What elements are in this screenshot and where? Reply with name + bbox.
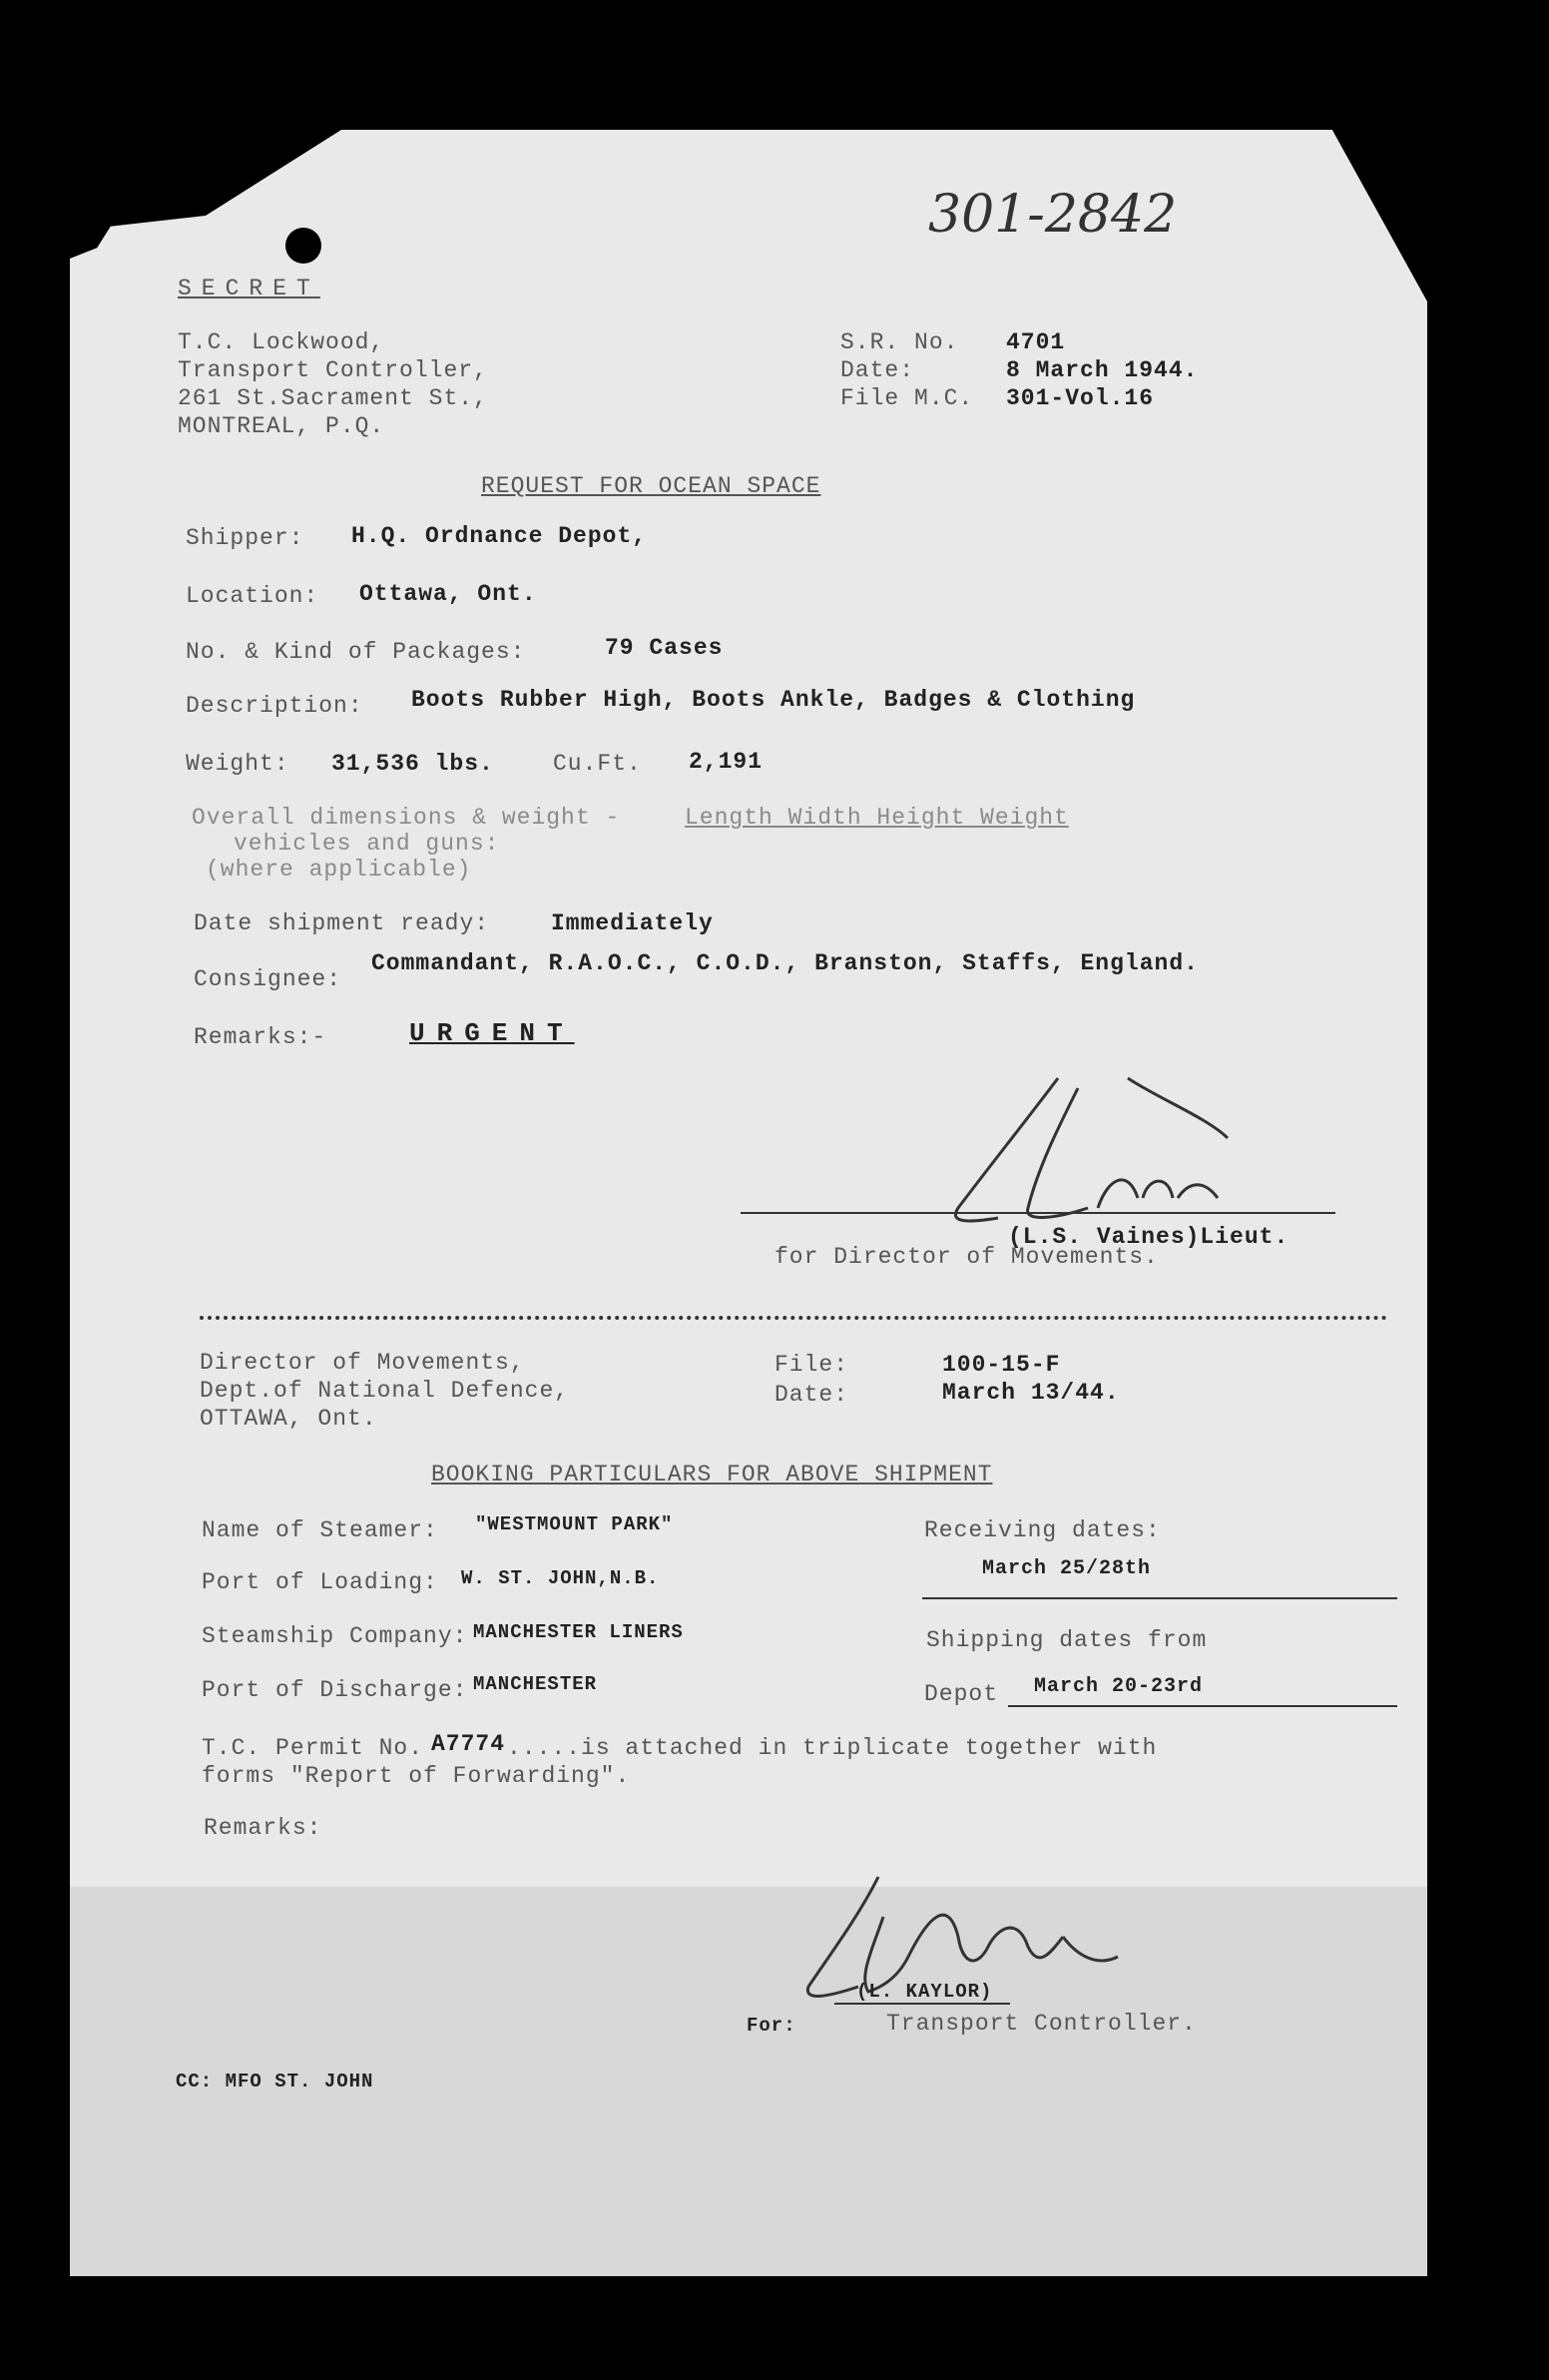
cuft-label: Cu.Ft. (553, 751, 642, 777)
company-label: Steamship Company: (202, 1623, 468, 1649)
packages-label: No. & Kind of Packages: (186, 639, 526, 665)
date2-value: March 13/44. (942, 1380, 1120, 1406)
loading-label: Port of Loading: (202, 1569, 438, 1595)
depot-label: Depot (924, 1681, 999, 1707)
from-line-2: Transport Controller, (178, 357, 488, 383)
handwritten-reference: 301-2842 (928, 185, 1178, 245)
cuft-value: 2,191 (689, 749, 764, 775)
from-line-1: T.C. Lockwood, (178, 329, 385, 355)
remarks-label: Remarks:- (194, 1024, 327, 1050)
remarks-value: URGENT (409, 1018, 575, 1048)
ready-value: Immediately (551, 910, 714, 936)
description-label: Description: (186, 693, 363, 719)
discharge-label: Port of Discharge: (202, 1677, 468, 1703)
from-line-4: MONTREAL, P.Q. (178, 413, 385, 439)
signature-line-2 (834, 2003, 1010, 2005)
loading-value: W. ST. JOHN,N.B. (461, 1567, 660, 1589)
discharge-value: MANCHESTER (473, 1673, 598, 1695)
permit-label: T.C. Permit No. (202, 1735, 424, 1761)
to-line-2: Dept.of National Defence, (200, 1378, 570, 1404)
location-value: Ottawa, Ont. (359, 581, 537, 607)
ready-label: Date shipment ready: (194, 910, 490, 936)
signature-vaines (928, 1058, 1307, 1238)
shipper-value: H.Q. Ordnance Depot, (351, 523, 648, 549)
receiving-line (922, 1597, 1397, 1599)
signer-2: (L. KAYLOR) (856, 1981, 993, 2003)
date2-label: Date: (774, 1382, 849, 1408)
cc-line: CC: MFO ST. JOHN (176, 2071, 374, 2092)
consignee-value: Commandant, R.A.O.C., C.O.D., Branston, Staffs, England. (371, 950, 1199, 976)
date-label: Date: (840, 357, 915, 383)
overall-dimensions-columns: Length Width Height Weight (685, 805, 1069, 831)
to-line-1: Director of Movements, (200, 1350, 525, 1376)
for-director: for Director of Movements. (774, 1244, 1159, 1270)
signer-1: (L.S. Vaines)Lieut. (1008, 1224, 1290, 1250)
permit-text: .....is attached in triplicate together with (507, 1735, 1158, 1761)
sr-no: 4701 (1006, 329, 1066, 355)
shipping-value: March 20-23rd (1034, 1675, 1204, 1698)
signature-line-1 (741, 1212, 1335, 1214)
punch-hole (285, 228, 321, 264)
receiving-label: Receiving dates: (924, 1517, 1161, 1543)
where-applicable-line: (where applicable) (206, 857, 472, 883)
file2-label: File: (774, 1352, 849, 1378)
file-value: 301-Vol.16 (1006, 385, 1155, 411)
to-line-3: OTTAWA, Ont. (200, 1406, 377, 1432)
shipping-label: Shipping dates from (926, 1627, 1208, 1653)
consignee-label: Consignee: (194, 966, 342, 992)
weight-value: 31,536 lbs. (331, 751, 494, 777)
shipper-label: Shipper: (186, 525, 304, 551)
request-title: REQUEST FOR OCEAN SPACE (481, 473, 821, 499)
booking-title: BOOKING PARTICULARS FOR ABOVE SHIPMENT (431, 1462, 993, 1488)
receiving-value: March 25/28th (982, 1557, 1152, 1580)
vehicles-line: vehicles and guns: (234, 831, 500, 857)
packages-value: 79 Cases (605, 635, 724, 661)
company-value: MANCHESTER LINERS (473, 1621, 684, 1643)
description-value: Boots Rubber High, Boots Ankle, Badges & Clothing (411, 687, 1136, 713)
overall-dimensions-label: Overall dimensions & weight - (192, 805, 636, 831)
steamer-value: "WESTMOUNT PARK" (475, 1513, 674, 1535)
file2-value: 100-15-F (942, 1352, 1061, 1378)
steamer-label: Name of Steamer: (202, 1517, 438, 1543)
for-label: For: (747, 2015, 796, 2037)
from-line-3: 261 St.Sacrament St., (178, 385, 488, 411)
permit-forms: forms "Report of Forwarding". (202, 1763, 631, 1789)
location-label: Location: (186, 583, 319, 609)
sr-no-label: S.R. No. (840, 329, 959, 355)
permit-number: A7774 (431, 1731, 506, 1757)
weight-label: Weight: (186, 751, 289, 777)
classification: SECRET (178, 276, 320, 301)
transport-controller: Transport Controller. (886, 2011, 1197, 2037)
separator-dotted (200, 1316, 1387, 1320)
shipping-line (1008, 1705, 1397, 1707)
date-value: 8 March 1944. (1006, 357, 1199, 383)
file-label: File M.C. (840, 385, 974, 411)
remarks2-label: Remarks: (204, 1815, 322, 1841)
